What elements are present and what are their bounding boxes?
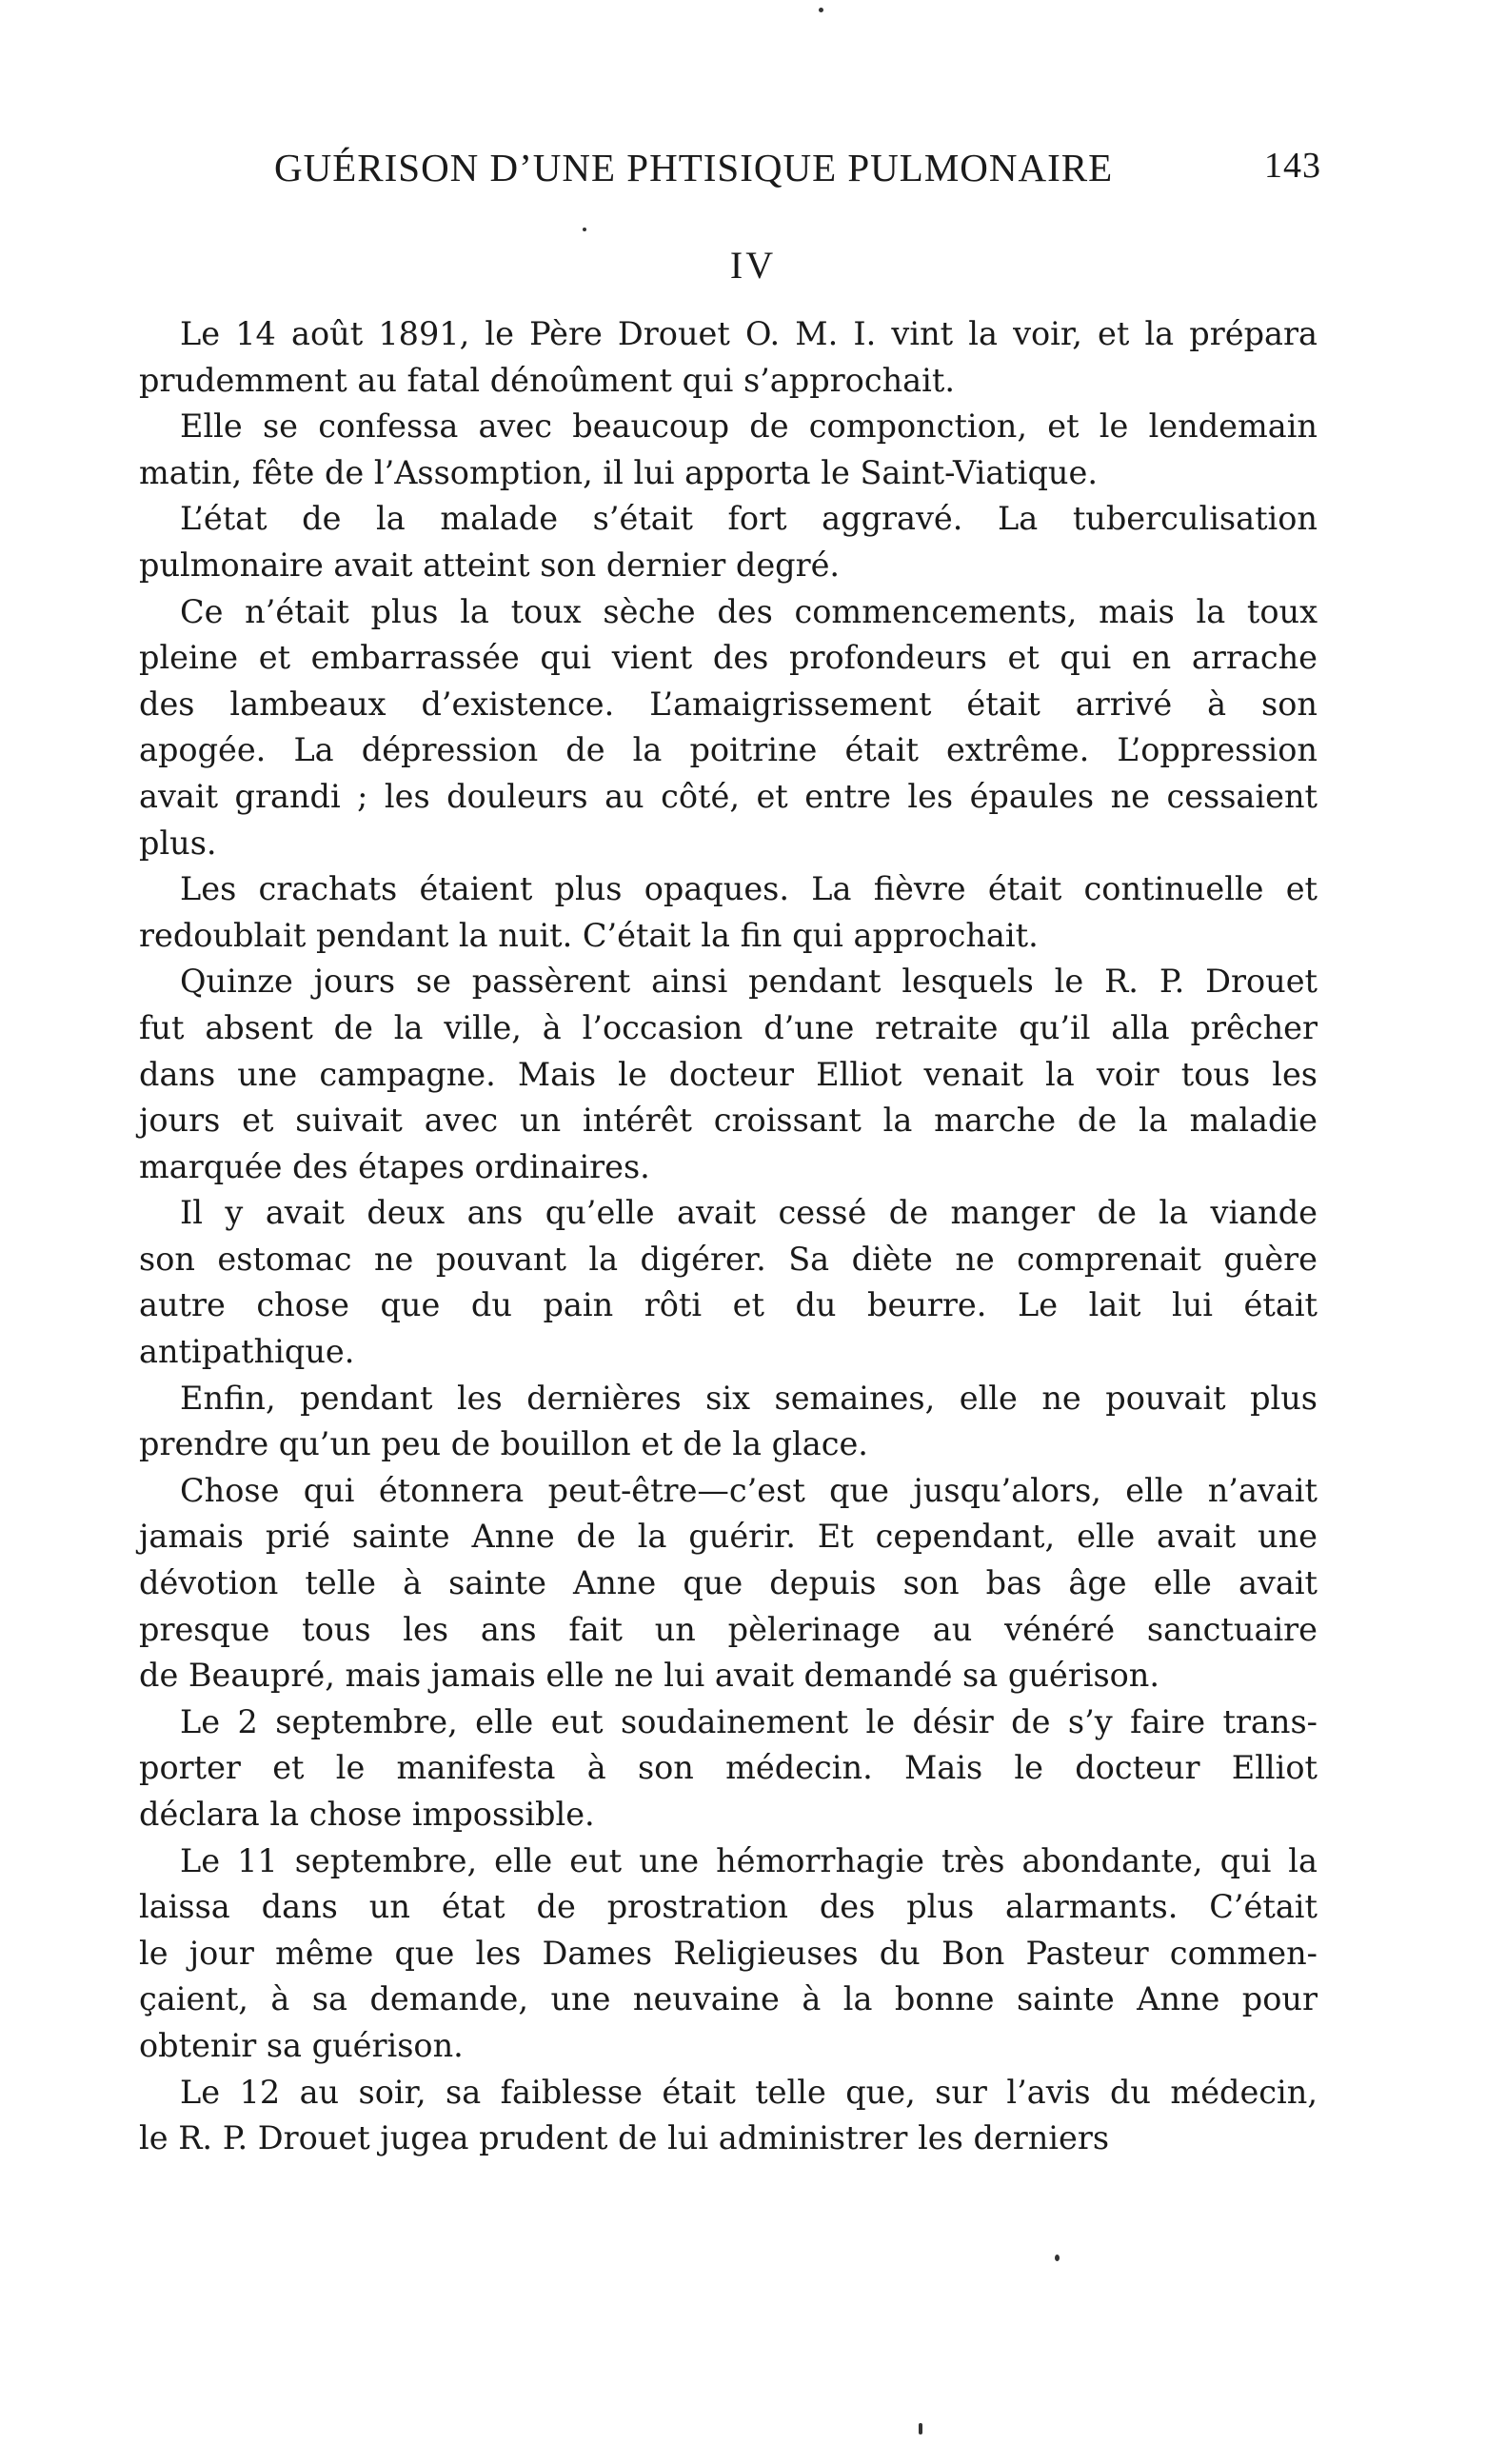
text-line: porter et le manifesta à son médecin. Mais le docteur Elliot (139, 1749, 1318, 1787)
paragraph (139, 311, 1318, 404)
text-line: Le 11 septembre, elle eut une hémorrhagie très abondante, qui la (180, 1841, 1318, 1879)
text-line: laissa dans un état de prostration des plus alarmants. C’était (139, 1888, 1318, 1926)
text-line: Le 2 septembre, elle eut soudainement le désir de s’y faire trans- (180, 1702, 1318, 1740)
text-line: matin, fête de l’Assomption, il lui apporta le Saint-Viatique. (139, 453, 1098, 491)
text-line: Les crachats étaient plus opaques. La fièvre était continuelle et (180, 870, 1318, 908)
text-line: le R. P. Drouet jugea prudent de lui administrer les derniers (139, 2119, 1110, 2157)
text-line: presque tous les ans fait un pèlerinage au vénéré sanctuaire (139, 1610, 1318, 1648)
paragraph (139, 496, 1318, 588)
scan-speck (819, 8, 823, 12)
running-head (274, 145, 1321, 192)
text-line: L’état de la malade s’était fort aggravé. La tuberculisation (180, 500, 1318, 538)
scan-speck (583, 228, 586, 231)
text-line: Quinze jours se passèrent ainsi pendant lesquels le R. P. Drouet (180, 963, 1318, 1001)
paragraph (139, 1468, 1318, 1699)
paragraph (139, 1376, 1318, 1468)
text-line: avait grandi ; les douleurs au côté, et entre les épaules ne cessaient (139, 777, 1318, 815)
text-line: pulmonaire avait atteint son dernier degré. (139, 546, 841, 584)
page-number: 143 (1264, 146, 1321, 186)
paragraph (139, 959, 1318, 1190)
text-line: plus. (139, 824, 217, 862)
text-line: des lambeaux d’existence. L’amaigrissement était arrivé à son (139, 685, 1318, 723)
text-line: dévotion telle à sainte Anne que depuis son bas âge elle avait (139, 1564, 1318, 1602)
text-line: le jour même que les Dames Religieuses du Bon Pasteur commen- (139, 1934, 1318, 1972)
running-title: GUÉRISON D’UNE PHTISIQUE PULMONAIRE (274, 146, 1114, 189)
paragraph (139, 2070, 1318, 2162)
text-line: son estomac ne pouvant la digérer. Sa diète ne comprenait guère (139, 1240, 1318, 1278)
paragraph (139, 866, 1318, 959)
text-line: jours et suivait avec un intérêt croissant la marche de la maladie (139, 1102, 1318, 1140)
text-line: fut absent de la ville, à l’occasion d’une retraite qu’il alla prêcher (139, 1008, 1318, 1046)
text-line: Il y avait deux ans qu’elle avait cessé de manger de la viande (180, 1194, 1318, 1232)
paragraph (139, 1838, 1318, 2070)
paragraph (139, 1190, 1318, 1375)
section-heading: IV (729, 244, 777, 287)
text-line: Le 14 août 1891, le Père Drouet O. M. I. vint la voir, et la prépara (180, 315, 1318, 352)
paragraph (139, 1699, 1318, 1838)
text-line: redoublait pendant la nuit. C’était la fin qui approchait. (139, 916, 1039, 954)
scan-speck (1055, 2255, 1060, 2261)
scan-speck (919, 2423, 922, 2434)
text-line: çaient, à sa demande, une neuvaine à la bonne sainte Anne pour (139, 1980, 1318, 2018)
text-line: Elle se confessa avec beaucoup de componction, et le lendemain (180, 407, 1318, 446)
text-line: autre chose que du pain rôti et du beurre. Le lait lui était (139, 1286, 1318, 1324)
text-line: Chose qui étonnera peut-être—c’est que jusqu’alors, elle n’avait (180, 1471, 1318, 1509)
text-line: jamais prié sainte Anne de la guérir. Et cependant, elle avait une (139, 1518, 1318, 1556)
text-line: prendre qu’un peu de bouillon et de la glace. (139, 1425, 868, 1463)
text-line: prudemment au fatal dénoûment qui s’approchait. (139, 361, 955, 399)
text-line: obtenir sa guérison. (139, 2026, 464, 2064)
text-line: antipathique. (139, 1333, 355, 1371)
body-text (139, 311, 1318, 2162)
text-line: apogée. La dépression de la poitrine était extrême. L’oppression (139, 731, 1318, 769)
text-line: Le 12 au soir, sa faiblesse était telle que, sur l’avis du médecin, (180, 2073, 1318, 2111)
text-line: marquée des étapes ordinaires. (139, 1147, 650, 1185)
paragraph (139, 404, 1318, 496)
text-line: déclara la chose impossible. (139, 1796, 595, 1833)
text-line: Ce n’était plus la toux sèche des commencements, mais la toux (180, 592, 1318, 630)
text-line: pleine et embarrassée qui vient des profondeurs et qui en arrache (139, 639, 1318, 677)
paragraph (139, 589, 1318, 867)
text-line: de Beaupré, mais jamais elle ne lui avait demandé sa guérison. (139, 1657, 1160, 1695)
text-line: Enfin, pendant les dernières six semaines, elle ne pouvait plus (180, 1379, 1318, 1417)
text-line: dans une campagne. Mais le docteur Elliot venait la voir tous les (139, 1055, 1318, 1093)
